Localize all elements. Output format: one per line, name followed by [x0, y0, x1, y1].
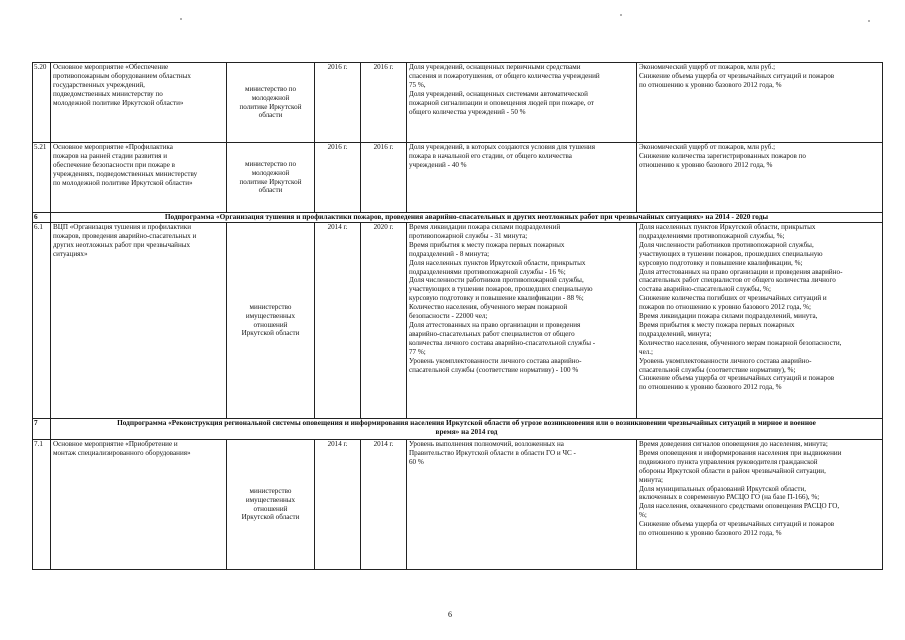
- effect-indicators-line: по отношению к уровню базового 2012 года, %: [639, 529, 782, 538]
- target-indicators-line: Время прибытия к месту пожара первых пожарных: [409, 240, 565, 249]
- target-indicators-line: Правительство Иркутской области в области ГО и ЧС -: [409, 448, 576, 457]
- end-year: 2016 г.: [361, 63, 407, 143]
- measure-name-line: других неотложных работ при чрезвычайных: [53, 240, 191, 249]
- measures-table-sheet: [32, 62, 882, 570]
- table-row: [33, 440, 883, 570]
- target-indicators-line: участвующих в тушении пожаров, прошедших специальную: [409, 285, 593, 294]
- target-indicators-line: аварийно-спасательных работ специалистов от общего: [409, 329, 575, 338]
- responsible-executor-line: имущественных: [245, 495, 296, 504]
- effect-indicators-line: пожаров по отношению к уровню базового 2012 года, %;: [639, 303, 811, 312]
- target-indicators-line: общего количества учреждений - 50 %: [409, 107, 526, 116]
- target-indicators-line: Время ликвидации пожара силами подразделений: [409, 223, 561, 231]
- target-indicators-line: учреждений - 40 %: [409, 160, 467, 169]
- row-number: 6: [33, 213, 51, 223]
- effect-indicators-line: спасательных работ специалистов от общего количества личного: [639, 276, 836, 285]
- target-indicators-line: противопожарной службы - 31 минута;: [409, 231, 528, 240]
- row-number: 5.20: [33, 63, 51, 143]
- effect-indicators-line: по отношению к уровню базового 2012 года, %: [639, 383, 782, 392]
- target-indicators-line: Доля учреждений, оснащенных системами автоматической: [409, 89, 588, 98]
- target-indicators-line: спасательной службы (соответствие нормативу) - 100 %: [409, 365, 579, 374]
- effect-indicators-line: Время доведения сигналов оповещения до населения, минута;: [639, 440, 828, 448]
- row-number: 6.1: [33, 223, 51, 419]
- effect-indicators: [637, 223, 883, 419]
- responsible-executor-line: области: [258, 186, 283, 195]
- measure-name: [51, 63, 227, 143]
- effect-indicators: [637, 143, 883, 213]
- measure-name-line: пожаров, проведения аварийно-спасательных и: [53, 231, 197, 240]
- effect-indicators-line: чел.;: [639, 347, 654, 356]
- measure-name: [51, 223, 227, 419]
- responsible-executor-line: имущественных: [245, 311, 296, 320]
- table-row: [33, 143, 883, 213]
- measure-name-line: противопожарным оборудованием областных: [53, 71, 191, 80]
- responsible-executor: [227, 143, 315, 213]
- end-year: 2014 г.: [361, 440, 407, 570]
- target-indicators-line: Уровень выполнения полномочий, возложенных на: [409, 440, 564, 448]
- row-number: 7.1: [33, 440, 51, 570]
- target-indicators-line: пожарной сигнализации и оповещения людей при пожаре, от: [409, 98, 594, 107]
- subprogram-row: [33, 419, 883, 440]
- row-number: 7: [33, 419, 51, 440]
- target-indicators: [407, 143, 637, 213]
- effect-indicators-line: Снижение объема ущерба от чрезвычайных ситуаций и пожаров: [639, 71, 835, 80]
- effect-indicators-line: отношению к уровню базового 2012 года, %: [639, 160, 773, 169]
- responsible-executor-line: политике Иркутской: [239, 102, 302, 111]
- effect-indicators-line: Снижение объема ущерба от чрезвычайных ситуаций и пожаров: [639, 520, 835, 529]
- target-indicators-line: Уровень укомплектованности личного состава аварийно-: [409, 356, 582, 365]
- target-indicators-line: безопасности - 22000 чел;: [409, 312, 488, 321]
- start-year: 2016 г.: [315, 63, 361, 143]
- measure-name-line: пожаров на ранней стадии развития и: [53, 151, 167, 160]
- effect-indicators: [637, 440, 883, 570]
- scan-speck: [180, 18, 182, 20]
- effect-indicators-line: обороны Иркутской области в район чрезвычайной ситуации,: [639, 466, 826, 475]
- page-number: 6: [448, 610, 452, 619]
- effect-indicators-line: Количество населения, обученного мерам пожарной безопасности,: [639, 338, 842, 347]
- effect-indicators-line: состава аварийно-спасательной службы, %;: [639, 285, 771, 294]
- target-indicators: [407, 223, 637, 419]
- subprogram-title-line: Подпрограмма «Организация тушения и профилактики пожаров, проведения аварийно-спасательных и других неотложных работ при чрезвычайных ситуациях» на 2014 - 2020 годы: [164, 212, 769, 221]
- effect-indicators-line: Время оповещения и информирования населения при выдвижении: [639, 448, 842, 457]
- effect-indicators-line: участвующих в тушении пожаров, прошедших специальную: [639, 249, 823, 258]
- target-indicators-line: Доля аттестованных на право организации и проведения: [409, 320, 581, 329]
- row-number: 5.21: [33, 143, 51, 213]
- end-year: 2020 г.: [361, 223, 407, 419]
- target-indicators-line: подразделениями противопожарной службы - 16 %;: [409, 267, 566, 276]
- responsible-executor-line: политике Иркутской: [239, 177, 302, 186]
- target-indicators-line: Доля учреждений, оснащенных первичными средствами: [409, 63, 581, 71]
- measure-name: [51, 143, 227, 213]
- effect-indicators-line: Доля численности работников противопожарной службы,: [639, 240, 814, 249]
- measure-name-line: монтаж специализированного оборудования»: [53, 448, 191, 457]
- subprogram-title: [51, 213, 883, 223]
- effect-indicators-line: Время прибытия к месту пожара первых пожарных: [639, 320, 795, 329]
- effect-indicators: [637, 63, 883, 143]
- responsible-executor-line: молодежной: [251, 168, 290, 177]
- target-indicators-line: 75 %,: [409, 80, 426, 89]
- measure-name-line: Основное мероприятие «Обеспечение: [53, 63, 169, 71]
- responsible-executor-line: министерство: [249, 302, 292, 311]
- target-indicators-line: количества личного состава аварийно-спасательной службы -: [409, 338, 596, 347]
- target-indicators-line: Доля численности работников противопожарной службы,: [409, 276, 584, 285]
- start-year: 2014 г.: [315, 440, 361, 570]
- subprogram-title-line: Подпрограмма «Реконструкция региональной системы оповещения и информирования населения Иркутской области об угрозе возникновения или о возникновении чрезвычайных ситуаций в мирное и военное: [117, 418, 816, 427]
- measure-name-line: обеспечение безопасности при пожаре в: [53, 160, 175, 169]
- measure-name-line: ВЦП «Организация тушения и профилактики: [53, 223, 192, 231]
- measure-name-line: учреждениях, подведомственных министерству: [53, 169, 198, 178]
- target-indicators-line: 60 %: [409, 457, 424, 466]
- responsible-executor: [227, 63, 315, 143]
- effect-indicators-line: по отношению к уровню базового 2012 года, %: [639, 80, 782, 89]
- effect-indicators-line: Доля населения, охваченного средствами оповещения РАСЦО ГО,: [639, 502, 840, 511]
- measure-name-line: Основное мероприятие «Профилактика: [53, 143, 173, 151]
- target-indicators-line: 77 %;: [409, 347, 426, 356]
- measure-name-line: государственных учреждений,: [53, 80, 145, 89]
- responsible-executor: [227, 223, 315, 419]
- target-indicators-line: спасения и пожаротушения, от общего количества учреждений: [409, 71, 600, 80]
- scan-speck: [868, 20, 870, 22]
- responsible-executor: [227, 440, 315, 570]
- effect-indicators-line: включенных в современную РАСЦО ГО (на базе П-166), %;: [639, 493, 820, 502]
- scan-speck: [620, 14, 622, 16]
- table-row: [33, 63, 883, 143]
- effect-indicators-line: минута;: [639, 475, 663, 484]
- subprogram-row: [33, 213, 883, 223]
- target-indicators-line: Количество населения, обученного мерам пожарной: [409, 303, 568, 312]
- effect-indicators-line: подразделений, минута;: [639, 329, 712, 338]
- start-year: 2014 г.: [315, 223, 361, 419]
- measure-name-line: Основное мероприятие «Приобретение и: [53, 440, 178, 448]
- effect-indicators-line: подвижного пункта управления руководителя гражданской: [639, 457, 818, 466]
- target-indicators-line: Доля населенных пунктов Иркутской области, прикрытых: [409, 258, 586, 267]
- effect-indicators-line: Экономический ущерб от пожаров, млн руб.;: [639, 63, 776, 71]
- start-year: 2016 г.: [315, 143, 361, 213]
- effect-indicators-line: Время ликвидации пожара силами подразделений, минута,: [639, 312, 818, 321]
- responsible-executor-line: Иркутской области: [241, 329, 300, 338]
- table-row: [33, 223, 883, 419]
- target-indicators-line: пожара в начальной его стадии, от общего количества: [409, 151, 572, 160]
- subprogram-title: [51, 419, 883, 440]
- measure-name-line: ситуациях»: [53, 249, 88, 258]
- effect-indicators-line: Экономический ущерб от пожаров, млн руб.;: [639, 143, 776, 151]
- effect-indicators-line: Снижение количества зарегистрированных пожаров по: [639, 151, 806, 160]
- effect-indicators-line: подразделениями противопожарной службы, %;: [639, 231, 785, 240]
- effect-indicators-line: Уровень укомплектованности личного состава аварийно-: [639, 356, 812, 365]
- responsible-executor-line: министерство по: [244, 159, 297, 168]
- responsible-executor-line: отношений: [253, 504, 288, 513]
- effect-indicators-line: курсовую подготовку и повышение квалификации, %;: [639, 258, 803, 267]
- effect-indicators-line: Доля населенных пунктов Иркутской области, прикрытых: [639, 223, 816, 231]
- effect-indicators-line: Снижение объема ущерба от чрезвычайных ситуаций и пожаров: [639, 374, 835, 383]
- responsible-executor-line: области: [258, 111, 283, 120]
- responsible-executor-line: молодежной: [251, 93, 290, 102]
- effect-indicators-line: Доля аттестованных на право организации и проведения аварийно-: [639, 267, 843, 276]
- target-indicators-line: подразделений - 8 минута;: [409, 249, 490, 258]
- subprogram-title-line: время» на 2014 год: [435, 426, 498, 436]
- responsible-executor-line: министерство по: [244, 84, 297, 93]
- effect-indicators-line: Доля муниципальных образований Иркутской области,: [639, 484, 807, 493]
- effect-indicators-line: %;: [639, 511, 647, 520]
- responsible-executor-line: Иркутской области: [241, 513, 300, 522]
- measure-name: [51, 440, 227, 570]
- effect-indicators-line: спасательной службы (соответствие нормативу), %;: [639, 365, 796, 374]
- measure-name-line: по молодежной политике Иркутской области»: [53, 178, 193, 187]
- target-indicators: [407, 440, 637, 570]
- target-indicators-line: Доля учреждений, в которых создаются условия для тушения: [409, 143, 595, 151]
- target-indicators-line: курсовую подготовку и повышение квалификации - 88 %;: [409, 294, 584, 303]
- measures-table: [32, 62, 883, 570]
- measure-name-line: молодежной политике Иркутской области»: [53, 98, 184, 107]
- effect-indicators-line: Снижение количества погибших от чрезвычайных ситуаций и: [639, 294, 827, 303]
- responsible-executor-line: отношений: [253, 320, 288, 329]
- responsible-executor-line: министерство: [249, 486, 292, 495]
- measure-name-line: подведомственных министерству по: [53, 89, 163, 98]
- end-year: 2016 г.: [361, 143, 407, 213]
- target-indicators: [407, 63, 637, 143]
